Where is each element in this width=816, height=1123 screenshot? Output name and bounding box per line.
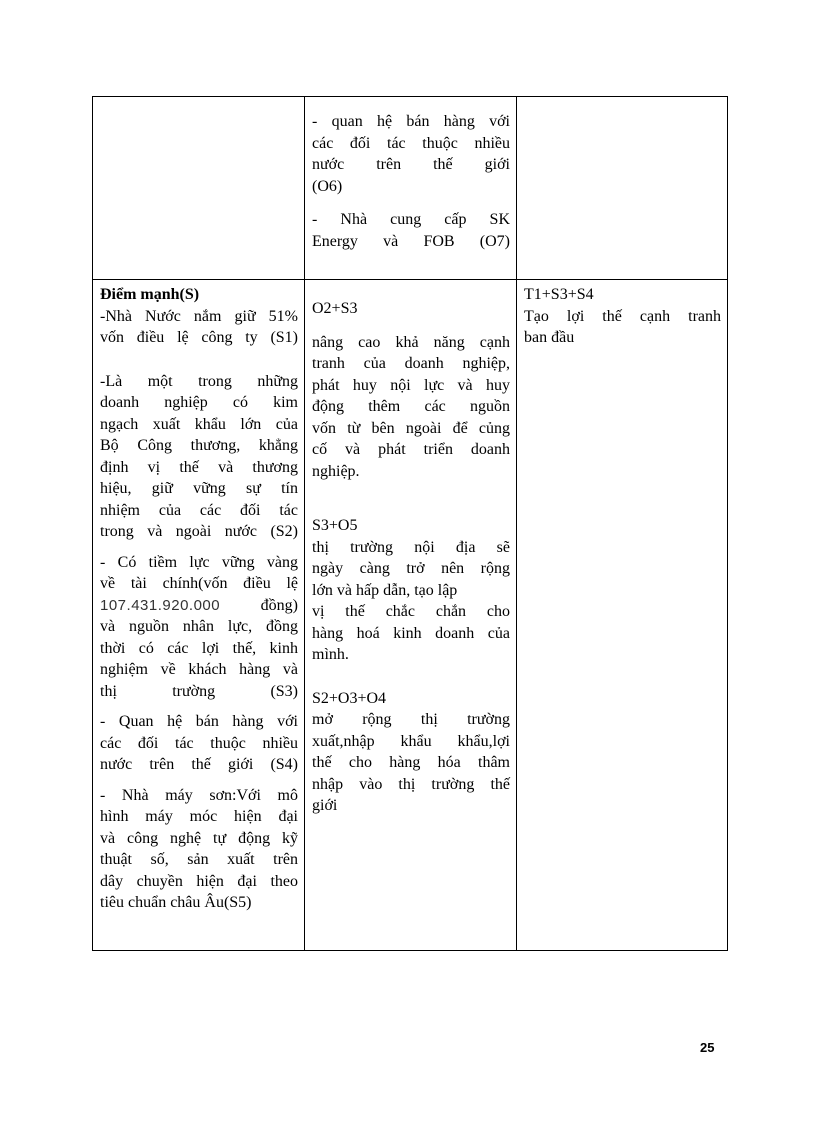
text-line: nghiệm về khách hàng và [100, 661, 298, 678]
text-line: nghiệp. [312, 462, 360, 480]
table-cell-empty [517, 97, 728, 280]
text-line: ban đầu [524, 329, 575, 346]
text-line: cố và phát triển doanh [312, 441, 510, 458]
text-line: nước trên thế giới [312, 156, 510, 173]
text-line: hình máy móc hiện đại [100, 808, 298, 825]
table-row [93, 97, 728, 280]
text-line: - Có tiềm lực vững vàng [100, 553, 298, 571]
text-line: nhiệm của các đối tác [100, 501, 298, 519]
text-line: lớn và hấp dẫn, tạo lập [312, 581, 458, 599]
text-line: vốn điều lệ công ty (S1) [100, 329, 298, 346]
strategy-code: T1+S3+S4 [524, 286, 594, 303]
text-line: tiêu chuẩn châu Âu(S5) [100, 894, 252, 911]
table-cell-empty [93, 97, 305, 280]
text-line: các đối tác thuộc nhiều [100, 734, 298, 752]
text-line: thế cho hàng hóa thâm [312, 754, 510, 771]
text-line: phát huy nội lực và huy [312, 376, 510, 394]
text-line: (O6) [312, 177, 343, 195]
text-line: thời có các lợi thế, kinh [100, 639, 298, 657]
text-line: thị trường (S3) [100, 682, 298, 700]
text-line: và nguồn nhân lực, đồng [100, 618, 298, 635]
text-line: thuật số, sản xuất trên [100, 851, 298, 868]
text-line: nhập vào thị trường thế [312, 775, 510, 793]
text-line: mình. [312, 646, 349, 663]
text-line: -Là một trong những [100, 372, 298, 390]
table-cell-opportunities [305, 97, 517, 280]
table-row [93, 280, 728, 951]
text-line: vốn từ bên ngoài để củng [312, 419, 510, 437]
text-line: dây chuyền hiện đại theo [100, 872, 298, 890]
text-line: trong và ngoài nước (S2) [100, 523, 298, 540]
text-line: - Nhà cung cấp SK [312, 211, 510, 228]
text-line: thị trường nội địa sẽ [312, 538, 510, 556]
text-line: vị thế chắc chắn cho [312, 603, 510, 620]
text-line: mở rộng thị trường [312, 711, 510, 728]
text-line: động thêm các nguồn [312, 398, 510, 415]
text-line: doanh nghiệp có kim [100, 394, 298, 411]
capital-line [100, 595, 298, 617]
table-cell-st-strategies [517, 280, 728, 951]
text-line: nâng cao khả năng cạnh [312, 333, 510, 351]
text-line: và công nghệ tự động kỹ [100, 829, 298, 847]
text-line: về tài chính(vốn điều lệ [100, 575, 298, 592]
strategy-code: O2+S3 [312, 300, 358, 317]
table-cell-so-strategies [305, 280, 517, 951]
text-line: các đối tác thuộc nhiều [312, 134, 510, 152]
text-line: -Nhà Nước nắm giữ 51% [100, 307, 298, 325]
text-line: - Quan hệ bán hàng với [100, 713, 298, 730]
capital-unit: đồng) [260, 596, 298, 614]
table-cell-strengths [93, 280, 305, 951]
swot-table [92, 96, 728, 951]
text-line: xuất,nhập khẩu khẩu,lợi [312, 732, 510, 750]
text-line: hiệu, giữ vững sự tín [100, 480, 298, 497]
page-number: 25 [700, 1040, 715, 1055]
text-line: định vị thế và thương [100, 458, 298, 476]
text-line: tranh của doanh nghiệp, [312, 355, 510, 372]
text-line: ngày càng trở nên rộng [312, 560, 510, 577]
text-line: Energy và FOB (O7) [312, 232, 510, 250]
text-line: giới [312, 797, 338, 814]
capital-amount: 107.431.920.000 [100, 596, 221, 614]
strategy-code: S3+O5 [312, 517, 358, 534]
strategy-code: S2+O3+O4 [312, 689, 387, 707]
text-line: - quan hệ bán hàng với [312, 113, 510, 130]
text-line: ngạch xuất khẩu lớn của [100, 415, 298, 433]
text-line: hàng hoá kinh doanh của [312, 624, 510, 642]
text-line: Bộ Công thương, khẳng [100, 437, 298, 454]
text-line: Tạo lợi thế cạnh tranh [524, 307, 721, 325]
strengths-heading: Điểm mạnh(S) [100, 286, 200, 303]
text-line: nước trên thế giới (S4) [100, 756, 298, 773]
text-line: - Nhà máy sơn:Với mô [100, 786, 298, 804]
